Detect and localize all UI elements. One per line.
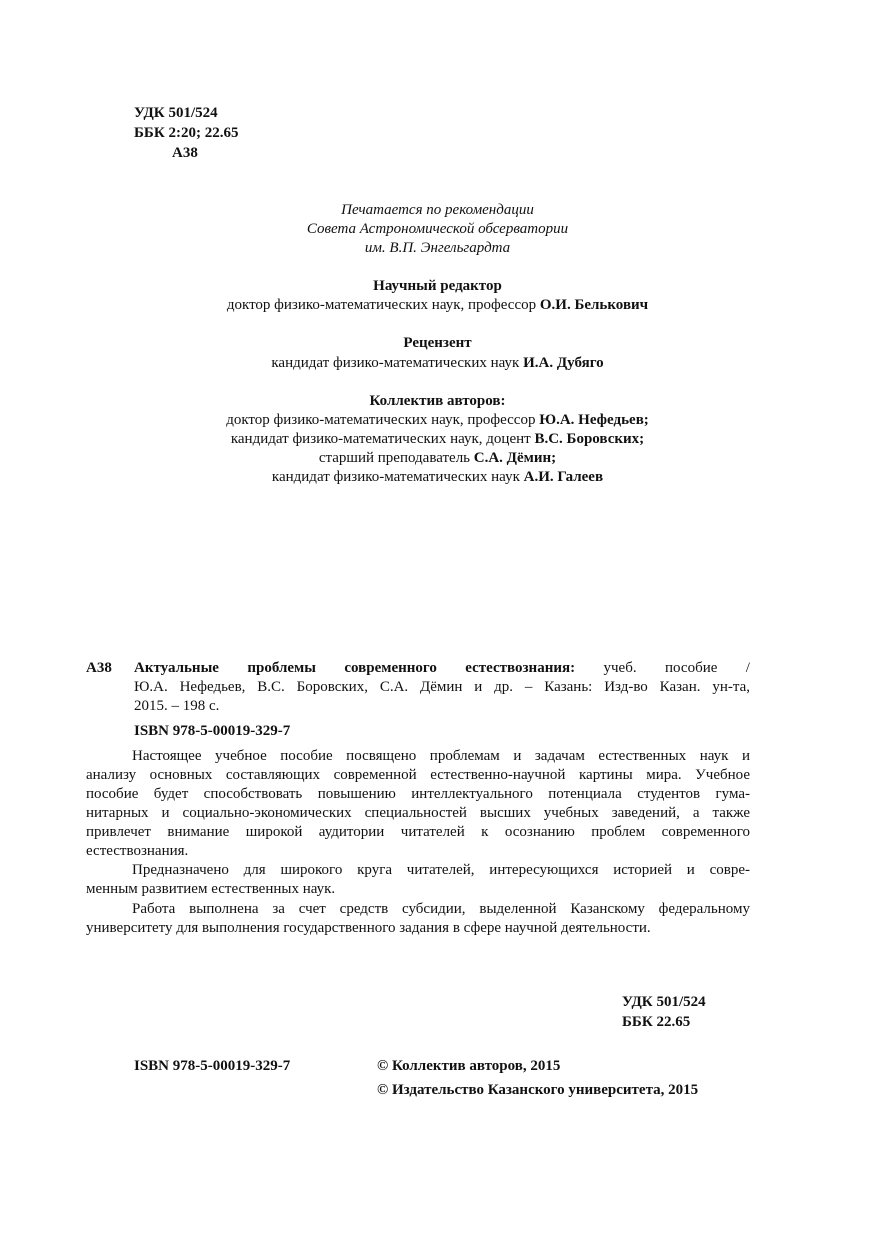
book-type: учеб. пособие / (575, 660, 750, 676)
footer-bbk: ББК 22.65 (622, 1014, 691, 1030)
reviewer-heading: Рецензент (403, 335, 472, 351)
header-udk: УДК 501/524 (134, 105, 218, 121)
bibliographic-line-3: 2015. – 198 с. (134, 698, 220, 714)
author-name: А.И. Галеев (523, 469, 604, 485)
copyright-publisher: © Издательство Казанского университета, 2015 (377, 1082, 699, 1098)
recommendation-line-3: им. В.П. Энгельгардта (364, 240, 511, 256)
reviewer-line (0, 355, 875, 372)
annotation-line: пособие будет способствовать повышению интеллектуального потенциала студентов гума- (86, 786, 750, 802)
author-credentials: доктор физико-математических наук, профессор (226, 412, 540, 428)
author-credentials: кандидат физико-математических наук, доцент (230, 431, 535, 447)
author-name: С.А. Дёмин; (473, 450, 557, 466)
annotation-line: привлечет внимание широкой аудитории читателей к осознанию проблем современного (86, 824, 750, 840)
author-name: В.С. Боровских; (534, 431, 645, 447)
footer-udk: УДК 501/524 (622, 994, 706, 1010)
annotation-line: естествознания. (86, 843, 189, 859)
header-author-mark: А38 (172, 145, 198, 161)
footer-isbn: ISBN 978-5-00019-329-7 (134, 1058, 291, 1074)
author-line (0, 412, 875, 429)
author-name: Ю.А. Нефедьев; (539, 412, 649, 428)
scientific-editor-heading: Научный редактор (373, 278, 502, 294)
scientific-editor-name: О.И. Белькович (539, 297, 649, 313)
bibliographic-isbn: ISBN 978-5-00019-329-7 (134, 723, 291, 739)
header-bbk: ББК 2:20; 22.65 (134, 125, 239, 141)
scientific-editor-line (0, 297, 875, 314)
copyright-authors: © Коллектив авторов, 2015 (377, 1058, 561, 1074)
author-credentials: кандидат физико-математических наук (271, 469, 524, 485)
recommendation-line-2: Совета Астрономической обсерватории (306, 221, 569, 237)
annotation-line: Предназначено для широкого круга читателей, интересующихся историей и совре- (132, 862, 750, 878)
author-credentials: старший преподаватель (318, 450, 474, 466)
author-line (0, 431, 875, 448)
author-line (0, 450, 875, 467)
annotation-line: Работа выполнена за счет средств субсидии, выделенной Казанскому федеральному (132, 901, 750, 917)
authors-heading: Коллектив авторов: (369, 393, 506, 409)
annotation-line: менным развитием естественных наук. (86, 881, 336, 897)
recommendation-line-1: Печатается по рекомендации (341, 202, 534, 218)
annotation-line: Настоящее учебное пособие посвящено проблемам и задачам естественных наук и (132, 748, 750, 764)
annotation-line: анализу основных составляющих современной естественно-научной картины мира. Учебное (86, 767, 750, 783)
annotation-line: университету для выполнения государственного задания в сфере научной деятельности. (86, 920, 651, 936)
bibliographic-line-1 (134, 660, 750, 677)
book-title: Актуальные проблемы современного естествознания: (134, 660, 576, 676)
reviewer-name: И.А. Дубяго (523, 355, 604, 371)
bibliographic-mark: А38 (86, 660, 112, 676)
bibliographic-line-2: Ю.А. Нефедьев, В.С. Боровских, С.А. Дёмин и др. – Казань: Изд-во Казан. ун-та, (134, 679, 750, 695)
annotation-line: нитарных и социально-экономических специальностей высших учебных заведений, а также (86, 805, 750, 821)
scientific-editor-credentials: доктор физико-математических наук, профессор (226, 297, 540, 313)
author-line (0, 469, 875, 486)
reviewer-credentials: кандидат физико-математических наук (271, 355, 524, 371)
